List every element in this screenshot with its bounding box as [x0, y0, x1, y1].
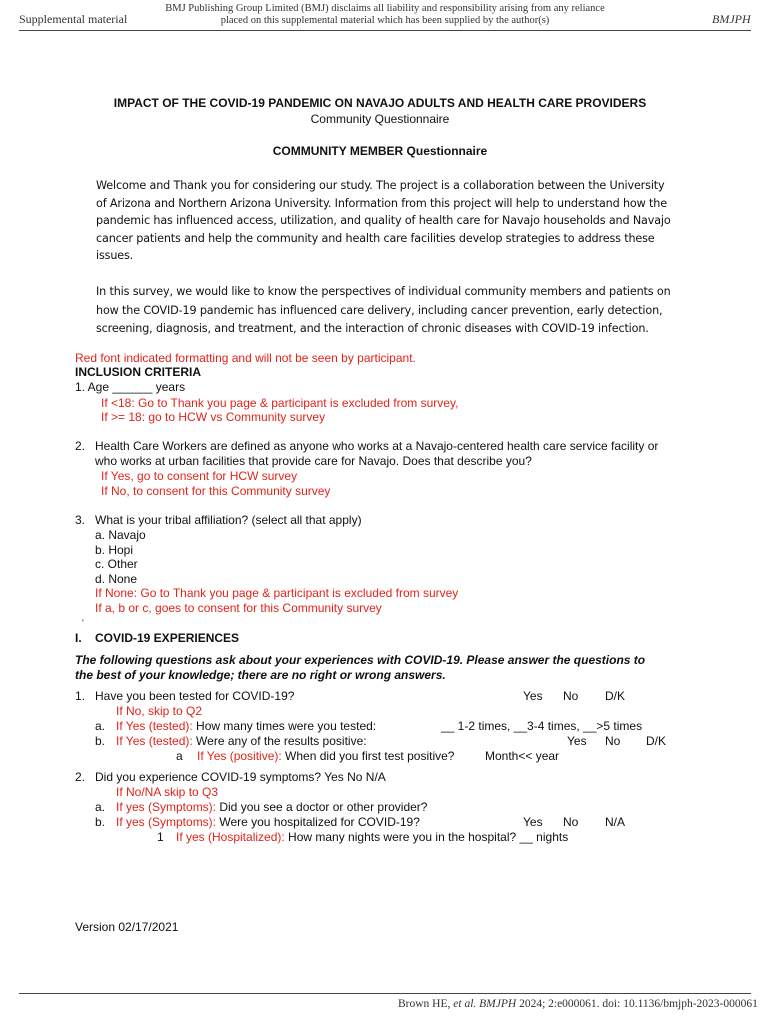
- welcome-paragraph: [96, 177, 671, 265]
- q1b-sub-line: [197, 749, 454, 763]
- q2b-sub-line: [176, 830, 568, 844]
- hcw-rule: If Yes, go to consent for HCW survey: [101, 469, 298, 483]
- tribal-question-number: 3.: [75, 513, 86, 527]
- age-rule: If <18: Go to Thank you page & participant is excluded from survey,: [101, 396, 459, 410]
- q1b-sub-condition: If Yes (positive):: [197, 749, 282, 763]
- document-subtitle: Community Questionnaire: [310, 112, 450, 126]
- q2b-line: [116, 815, 420, 829]
- document-title: IMPACT OF THE COVID-19 PANDEMIC ON NAVAJO ADULTS AND HEALTH CARE PROVIDERS: [113, 96, 647, 110]
- q1b-sub-letter: a: [176, 749, 183, 763]
- q1a-text: How many times were you tested:: [192, 719, 377, 733]
- supplemental-label: Supplemental material: [19, 12, 128, 26]
- formatting-note: Red font indicated formatting and will not be seen by participant.: [75, 351, 416, 365]
- q1b-line: [116, 734, 367, 748]
- tribal-rule: If a, b or c, goes to consent for this Community survey: [95, 601, 382, 615]
- q1b-option-no: No: [605, 734, 621, 748]
- version-label: Version 02/17/2021: [75, 920, 179, 934]
- tribal-option: a. Navajo: [95, 528, 146, 542]
- q2a-letter: a.: [95, 800, 106, 814]
- q2b-option-na: N/A: [605, 815, 626, 829]
- q1-option-no: No: [563, 689, 579, 703]
- q1-skip-rule: If No, skip to Q2: [116, 704, 203, 718]
- q2b-option-yes: Yes: [523, 815, 543, 829]
- header-disclaimer: [150, 3, 620, 27]
- citation-footer: [398, 998, 758, 1010]
- q2b-letter: b.: [95, 815, 106, 829]
- hcw-question-number: 2.: [75, 439, 86, 453]
- age-question: 1. Age ______ years: [75, 380, 186, 394]
- q2b-option-no: No: [563, 815, 579, 829]
- q2a-text: Did you see a doctor or other provider?: [216, 800, 428, 814]
- survey-line: how the COVID-19 pandemic has influenced care delivery, including cancer prevention, early detection,: [96, 303, 663, 317]
- q2b-condition: If yes (Symptoms):: [116, 815, 217, 829]
- q2b-sub-text: How many nights were you in the hospital? __ nights: [284, 830, 569, 844]
- q2b-sub-condition: If yes (Hospitalized):: [176, 830, 285, 844]
- citation-authors: Brown HE,: [398, 998, 454, 1010]
- survey-line: In this survey, we would like to know the perspectives of individual community members and patients on: [96, 285, 671, 298]
- tribal-option: d. None: [95, 572, 138, 586]
- q2-number: 2.: [75, 770, 86, 784]
- questionnaire-heading: COMMUNITY MEMBER Questionnaire: [272, 144, 488, 158]
- header-rule: [19, 30, 751, 31]
- tribal-option: c. Other: [95, 557, 138, 571]
- q1a-answer: __ 1-2 times, __3-4 times, __>5 times: [441, 719, 643, 733]
- tribal-option: b. Hopi: [95, 543, 134, 557]
- hcw-question-line: Health Care Workers are defined as anyone who works at a Navajo-centered health care service facility or: [95, 439, 659, 453]
- tribal-rule: If None: Go to Thank you page & participant is excluded from survey: [95, 586, 459, 600]
- q1-text: Have you been tested for COVID-19?: [95, 689, 295, 703]
- survey-paragraph: [96, 283, 671, 339]
- welcome-line: pandemic has influenced access, utilization, and quality of health care for Navajo households and Navajo: [96, 214, 671, 228]
- hcw-rule: If No, to consent for this Community survey: [101, 484, 331, 498]
- q1a-letter: a.: [95, 719, 106, 733]
- q1b-sub-text: When did you first test positive?: [281, 749, 455, 763]
- q1b-option-yes: Yes: [567, 734, 587, 748]
- section-intro-line: the best of your knowledge; there are no right or wrong answers.: [75, 668, 446, 682]
- journal-mark: BMJPH: [712, 12, 751, 26]
- q1b-sub-answer: Month<< year: [485, 749, 560, 763]
- welcome-line: of Arizona and Northern Arizona University. Information from this project will help to understand how the: [96, 196, 667, 210]
- section-intro-line: The following questions ask about your experiences with COVID-19. Please answer the questions to: [75, 653, 646, 667]
- q2-text: Did you experience COVID-19 symptoms? Yes No N/A: [95, 770, 386, 784]
- welcome-line: issues.: [96, 249, 134, 263]
- section-title: COVID-19 EXPERIENCES: [95, 631, 240, 645]
- survey-line: screening, diagnosis, and treatment, and the interaction of chronic diseases with COVID-19 infection.: [96, 322, 649, 335]
- tribal-question: What is your tribal affiliation? (select all that apply): [95, 513, 362, 527]
- q1b-text: Were any of the results positive:: [192, 734, 367, 748]
- q1-number: 1.: [75, 689, 86, 703]
- q2a-line: [116, 800, 427, 814]
- q2b-text: Were you hospitalized for COVID-19?: [216, 815, 420, 829]
- citation-journal: et al. BMJPH: [453, 998, 517, 1010]
- q1b-condition: If Yes (tested):: [116, 734, 193, 748]
- q2-skip-rule: If No/NA skip to Q3: [116, 785, 219, 799]
- hcw-question-line: who works at urban facilities that provide care for Navajo. Does that describe you?: [95, 454, 532, 468]
- q1-option-dk: D/K: [605, 689, 626, 703]
- header-disclaimer-line1: BMJ Publishing Group Limited (BMJ) disclaims all liability and responsibility arising from any reliance: [165, 3, 605, 14]
- q1a-condition: If Yes (tested):: [116, 719, 193, 733]
- q1b-letter: b.: [95, 734, 106, 748]
- section-number: I.: [75, 631, 82, 645]
- header-disclaimer-line2: placed on this supplemental material which has been supplied by the author(s): [220, 15, 550, 26]
- q1-option-yes: Yes: [523, 689, 543, 703]
- age-rule: If >= 18: go to HCW vs Community survey: [101, 410, 326, 424]
- citation-details: 2024; 2:e000061. doi: 10.1136/bmjph-2023-000061: [516, 998, 758, 1010]
- q1b-option-dk: D/K: [646, 734, 667, 748]
- q2a-condition: If yes (Symptoms):: [116, 800, 217, 814]
- q2b-sub-number: 1: [157, 830, 164, 844]
- inclusion-title: INCLUSION CRITERIA: [75, 365, 201, 379]
- footer-rule: [19, 993, 751, 994]
- q1a-line: [116, 719, 376, 733]
- welcome-line: cancer patients and help the community and health care facilities develop strategies to address these: [96, 231, 655, 245]
- tick-mark: ': [82, 618, 84, 628]
- welcome-line: Welcome and Thank you for considering our study. The project is a collaboration between the University: [96, 179, 665, 192]
